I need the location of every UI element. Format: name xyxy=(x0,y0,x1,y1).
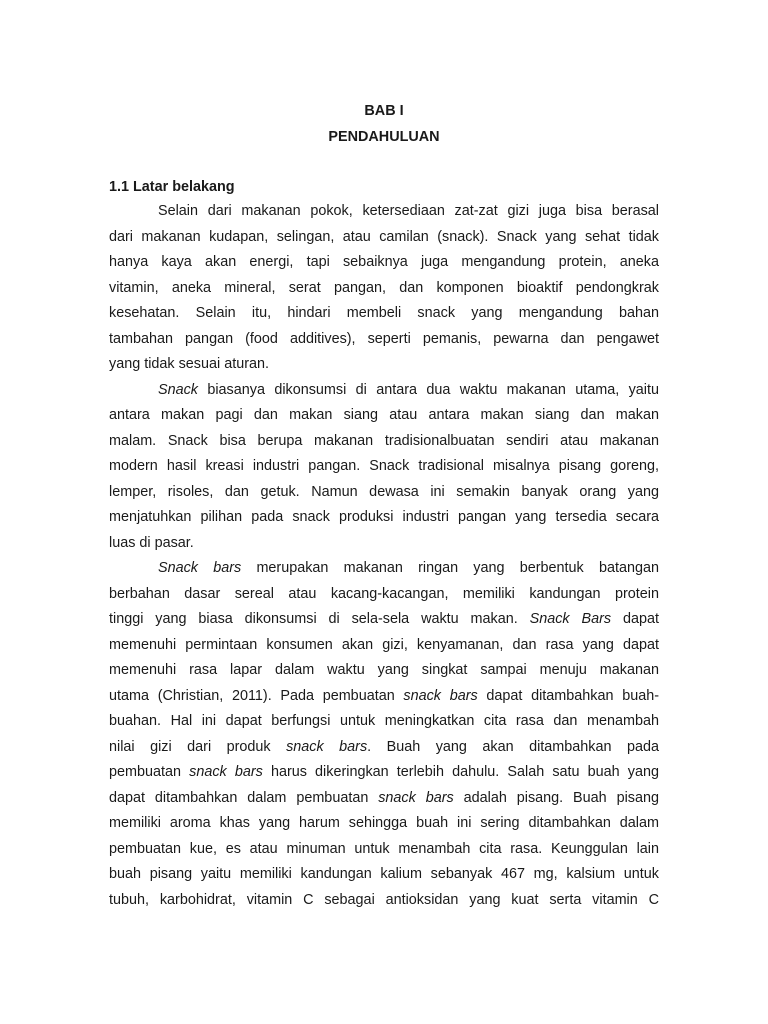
text-line: luas di pasar. xyxy=(109,534,194,551)
text-line: utama (Christian, 2011). Pada pembuatan snack bars dapat ditambahkan buah- xyxy=(109,687,660,704)
text-line: Snack bars merupakan makanan ringan yang berbentuk batangan xyxy=(158,560,659,576)
text-line: antara makan pagi dan makan siang atau antara makan siang dan makan xyxy=(109,407,659,423)
text-line: memenuhi rasa lapar dalam waktu yang singkat sampai menuju makanan xyxy=(109,662,659,678)
section-heading: 1.1 Latar belakang xyxy=(109,179,235,195)
text-line: yang tidak sesuai aturan. xyxy=(109,356,269,372)
text-line: buahan. Hal ini dapat berfungsi untuk meningkatkan cita rasa dan menambah xyxy=(109,713,659,729)
chapter-number: BAB I xyxy=(364,103,404,119)
text-line: vitamin, aneka mineral, serat pangan, dan komponen bioaktif pendongkrak xyxy=(109,279,659,296)
text-line: tubuh, karbohidrat, vitamin C sebagai antioksidan yang kuat serta vitamin C xyxy=(109,891,659,908)
text-line: modern hasil kreasi industri pangan. Snack tradisional misalnya pisang goreng, xyxy=(109,458,659,474)
text-line: buah pisang yaitu memiliki kandungan kalium sebanyak 467 mg, kalsium untuk xyxy=(109,866,659,882)
text-line: berbahan dasar sereal atau kacang-kacangan, memiliki kandungan protein xyxy=(109,585,659,602)
text-line: lemper, risoles, dan getuk. Namun dewasa ini semakin banyak orang yang xyxy=(109,483,659,500)
text-line: dapat ditambahkan dalam pembuatan snack bars adalah pisang. Buah pisang xyxy=(109,789,659,806)
text-line: pembuatan snack bars harus dikeringkan terlebih dahulu. Salah satu buah yang xyxy=(109,764,659,780)
text-line: Selain dari makanan pokok, ketersediaan zat-zat gizi juga bisa berasal xyxy=(158,203,659,219)
text-line: tinggi yang biasa dikonsumsi di sela-sela waktu makan. Snack Bars dapat xyxy=(109,611,659,627)
text-line: memenuhi permintaan konsumen akan gizi, kenyamanan, dan rasa yang dapat xyxy=(109,636,659,653)
text-line: dari makanan kudapan, selingan, atau camilan (snack). Snack yang sehat tidak xyxy=(109,228,659,245)
text-line: nilai gizi dari produk snack bars. Buah yang akan ditambahkan pada xyxy=(109,738,659,755)
body-text xyxy=(109,199,659,913)
text-line: hanya kaya akan energi, tapi sebaiknya juga mengandung protein, aneka xyxy=(109,254,659,270)
text-line: malam. Snack bisa berupa makanan tradisionalbuatan sendiri atau makanan xyxy=(109,432,659,449)
chapter-title: PENDAHULUAN xyxy=(328,129,440,145)
text-line: tambahan pangan (food additives), seperti pemanis, pewarna dan pengawet xyxy=(109,330,659,347)
text-line: memiliki aroma khas yang harum sehingga buah ini sering ditambahkan dalam xyxy=(109,815,659,831)
text-line: kesehatan. Selain itu, hindari membeli snack yang mengandung bahan xyxy=(109,305,659,321)
text-line: Snack biasanya dikonsumsi di antara dua waktu makanan utama, yaitu xyxy=(158,381,659,398)
text-line: pembuatan kue, es atau minuman untuk menambah cita rasa. Keunggulan lain xyxy=(109,840,659,857)
text-line: menjatuhkan pilihan pada snack produksi industri pangan yang tersedia secara xyxy=(109,509,659,525)
